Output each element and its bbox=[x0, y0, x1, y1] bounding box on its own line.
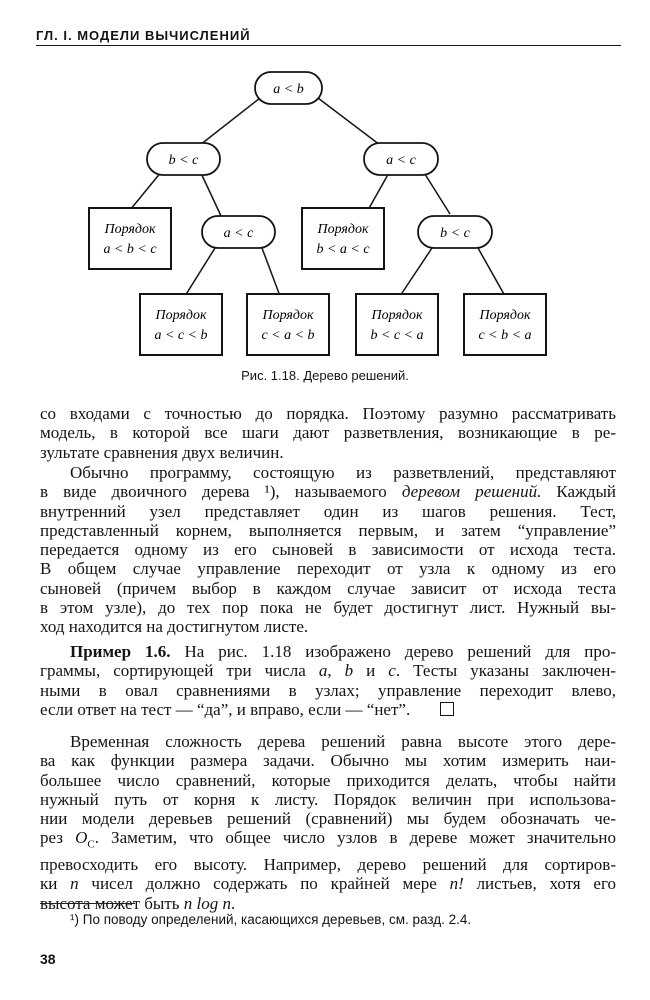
edge-root-left bbox=[200, 98, 260, 145]
svg-text:a < c < b: a < c < b bbox=[154, 328, 208, 343]
svg-text:a < c: a < c bbox=[223, 226, 254, 241]
test-node-right-inner bbox=[418, 216, 492, 248]
decision-tree-figure bbox=[0, 0, 650, 365]
text-line: если ответ на тест — “да”, и вправо, если — “нет”. bbox=[40, 700, 616, 719]
svg-text:a < b: a < b bbox=[273, 82, 304, 97]
text-line: модель, в которой все шаги дают разветвления, возникающие в ре- bbox=[40, 423, 616, 443]
example-label: Пример 1.6. bbox=[70, 642, 171, 661]
term-decision-tree: деревом решений. bbox=[401, 482, 542, 502]
svg-text:b < c: b < c bbox=[168, 153, 199, 168]
svg-text:Порядок: Порядок bbox=[317, 222, 369, 237]
test-node-right bbox=[364, 143, 438, 175]
svg-text:Порядок: Порядок bbox=[104, 222, 156, 237]
text-line: со входами с точностью до порядка. Поэтому разумно рассматривать bbox=[40, 404, 616, 423]
text-line: зультате сравнения двух величин. bbox=[40, 442, 284, 462]
edge-l-test bbox=[200, 171, 222, 218]
svg-text:Порядок: Порядок bbox=[371, 308, 423, 323]
text-line: нии модели деревьев решений (сравнений) мы будем обозначать че- bbox=[40, 809, 616, 829]
edge-r-test bbox=[423, 171, 450, 214]
svg-text:c < b < a: c < b < a bbox=[478, 328, 532, 343]
figure-caption: Рис. 1.18. Дерево решений. bbox=[241, 368, 409, 383]
text-line: высота может быть n log n. bbox=[40, 893, 236, 913]
text-line: передается одному из его сыновей в зависимости от исхода теста. bbox=[40, 540, 616, 560]
page-number: 38 bbox=[40, 951, 56, 967]
svg-text:Порядок: Порядок bbox=[262, 308, 314, 323]
edge-ll-leaf bbox=[185, 248, 215, 296]
text-line: В общем случае управление переходит от узла к одному из его bbox=[40, 559, 616, 579]
svg-text:Порядок: Порядок bbox=[479, 308, 531, 323]
edge-r-leaf bbox=[368, 171, 390, 210]
text-line: сыновей (причем выбор в каждом случае зависит от исхода теста bbox=[40, 578, 616, 598]
paragraph-time-complexity bbox=[40, 732, 616, 913]
leaf-node-cab bbox=[247, 294, 329, 355]
formula-n-log-n: n log n bbox=[183, 893, 232, 913]
text-line: Пример 1.6. На рис. 1.18 изображено дерево решений для про- bbox=[70, 642, 617, 661]
edge-lr-leaf bbox=[262, 248, 280, 296]
text-line: ки n чисел должно содержать по крайней мере n! листьев, хотя его bbox=[40, 874, 616, 894]
test-node-left bbox=[147, 143, 220, 175]
footnote-divider bbox=[40, 903, 135, 904]
text-line: в виде двоичного дерева ¹), называемого деревом решений. Каждый bbox=[40, 482, 616, 502]
leaf-node-bac bbox=[302, 208, 384, 269]
text-line: Обычно программу, состоящую из разветвлений, представляют bbox=[70, 463, 616, 482]
svg-text:b < a < c: b < a < c bbox=[316, 242, 370, 257]
edge-l-leaf bbox=[130, 171, 162, 210]
text-line: ва как функции размера задачи. Обычно мы хотим измерить наи- bbox=[40, 751, 616, 771]
leaf-node-bca bbox=[356, 294, 438, 355]
test-node-root bbox=[255, 72, 322, 104]
text-line: ными в овал сравнениями в узлах; управление переходит влево, bbox=[40, 680, 616, 700]
paragraph-intro bbox=[40, 404, 616, 462]
end-of-example-box-icon bbox=[440, 702, 454, 716]
footnote: ¹) По поводу определений, касающихся деревьев, см. разд. 2.4. bbox=[70, 912, 472, 927]
text-line: нужный путь от корня к листу. Порядок величин при использова- bbox=[40, 789, 616, 809]
text-line: в этом узле), до тех пор пока не будет достигнут лист. Нужный вы- bbox=[40, 598, 616, 618]
test-node-left-inner bbox=[202, 216, 275, 248]
text-line: ход находится на достигнутом листе. bbox=[40, 617, 309, 637]
paragraph-decision-trees bbox=[40, 463, 616, 637]
text-line: представленный корнем, выполняется первым, и затем “управление” bbox=[40, 520, 616, 540]
leaf-node-cba bbox=[464, 294, 546, 355]
edge-root-right bbox=[318, 98, 380, 145]
text-line: превосходить его высоту. Например, дерево решений для сортиров- bbox=[40, 855, 616, 875]
running-header: ГЛ. I. МОДЕЛИ ВЫЧИСЛЕНИЙ bbox=[36, 28, 621, 46]
svg-text:Порядок: Порядок bbox=[155, 308, 207, 323]
text-line: большее число сравнений, которые приходится делать, чтобы найти bbox=[40, 770, 616, 790]
text-line: Временная сложность дерева решений равна высоте этого дере- bbox=[70, 732, 616, 751]
svg-text:b < c: b < c bbox=[440, 226, 470, 241]
leaf-node-acb bbox=[140, 294, 222, 355]
svg-text:c < a < b: c < a < b bbox=[261, 328, 315, 343]
text-line: рез $O_C$. Заметим, что общее число узлов в дереве может значительно bbox=[40, 828, 617, 851]
svg-text:b < c < a: b < c < a bbox=[370, 328, 424, 343]
edge-rl-leaf bbox=[400, 248, 432, 296]
leaf-node-abc bbox=[89, 208, 171, 269]
text-line: граммы, сортирующей три числа a, b и c. Тесты указаны заключен- bbox=[40, 661, 616, 681]
paragraph-example bbox=[40, 642, 616, 719]
edge-rr-leaf bbox=[478, 248, 505, 296]
svg-text:a < b < c: a < b < c bbox=[103, 242, 157, 257]
text-line: внутренний узел представляет один из шагов решения. Тест, bbox=[40, 501, 616, 521]
svg-text:a < c: a < c bbox=[386, 153, 416, 168]
